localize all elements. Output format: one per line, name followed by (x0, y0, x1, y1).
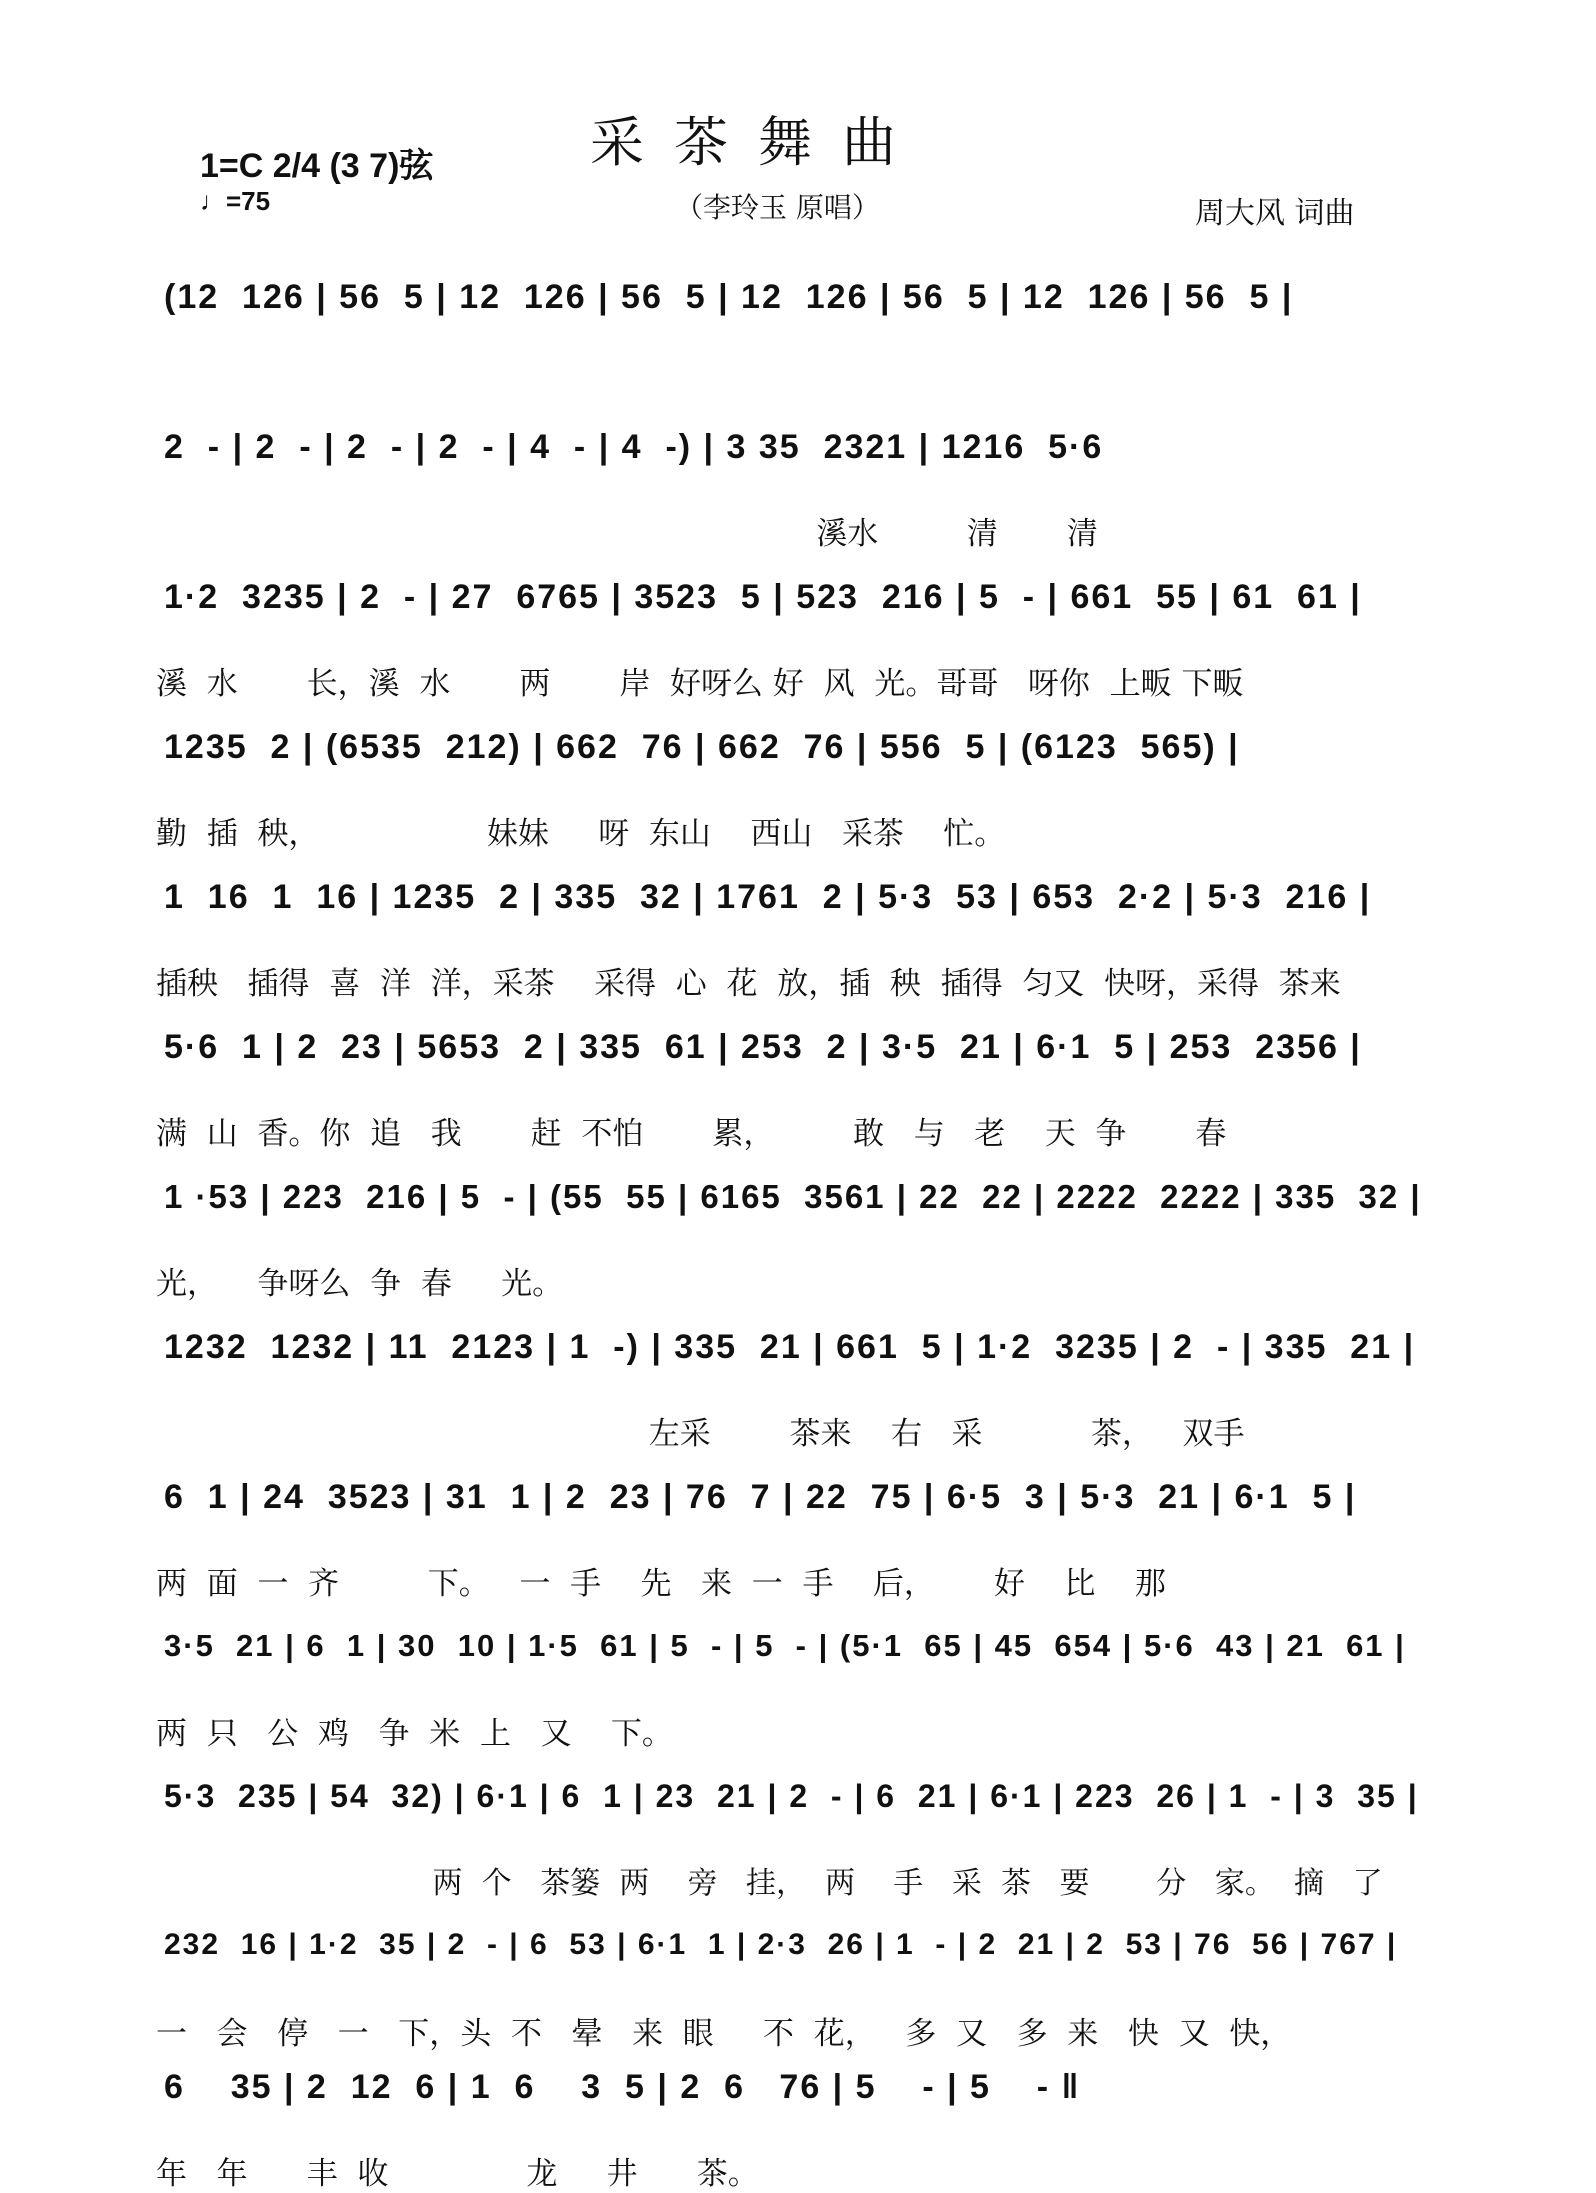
composer-credit: 周大风 词曲 (1195, 196, 1355, 231)
jianpu-notes: (12 126 | 56 5 | 12 126 | 56 5 | 12 126 | 56 5 | 12 126 | 56 5 | (164, 278, 1294, 316)
notation-line (152, 1020, 1422, 1100)
lyrics-line: 左采 茶来 右 采 茶， 双手 (156, 1416, 1245, 1452)
jianpu-notes: 3·5 21 | 6 1 | 30 10 | 1·5 61 | 5 - | 5 - | (5·1 65 | 45 654 | 5·6 43 | 21 61 | (164, 1628, 1406, 1663)
jianpu-notes: 1 ·53 | 223 216 | 5 - | (55 55 | 6165 3561 | 22 22 | 2222 2222 | 335 32 | (164, 1178, 1422, 1215)
lyrics-line: 光， 争呀么 争 春 光。 (156, 1266, 564, 1302)
notation-line (152, 1320, 1422, 1400)
lyrics-line: 两 个 茶篓 两 旁 挂， 两 手 采 茶 要 分 家。 摘 了 (156, 1866, 1383, 1901)
jianpu-notes: 6 1 | 24 3523 | 31 1 | 2 23 | 76 7 | 22 75 | 6·5 3 | 5·3 21 | 6·1 5 | (164, 1478, 1357, 1516)
lyrics-line: 两 只 公 鸡 争 米 上 又 下。 (156, 1716, 673, 1752)
notation-line (152, 270, 1422, 350)
key-signature: 1=C 2/4 (3 7)弦 (200, 147, 434, 185)
notation-line (152, 2060, 1422, 2140)
song-title: 采茶舞曲 (590, 111, 926, 174)
notation-line (152, 1770, 1422, 1850)
jianpu-notes: 1 16 1 16 | 1235 2 | 335 32 | 1761 2 | 5·3 53 | 653 2·2 | 5·3 216 | (164, 878, 1372, 916)
jianpu-notes: 6 35 | 2 12 6 | 1 6 3 5 | 2 6 76 | 5 - | 5 - ‖ (164, 2068, 1081, 2106)
notation-line (152, 1470, 1422, 1550)
notation-line (152, 570, 1422, 650)
jianpu-notes: 1·2 3235 | 2 - | 27 6765 | 3523 5 | 523 216 | 5 - | 661 55 | 61 61 | (164, 578, 1362, 616)
tempo-marking: ♩=75 (200, 186, 271, 216)
lyrics-line: 满 山 香。你 追 我 赶 不怕 累， 敢 与 老 天 争 春 (156, 1116, 1227, 1152)
lyrics-line: 溪水 清 清 (156, 516, 1098, 552)
notation-line (152, 1620, 1422, 1700)
lyrics-line: 勤 插 秧， 妹妹 呀 东山 西山 采茶 忙。 (156, 816, 1006, 852)
notation-line (152, 720, 1422, 800)
jianpu-notes: 1232 1232 | 11 2123 | 1 -) | 335 21 | 661 5 | 1·2 3235 | 2 - | 335 21 | (164, 1328, 1416, 1366)
notation-line (152, 420, 1422, 500)
lyrics-line: 年 年 丰 收 龙 井 茶。 (156, 2156, 759, 2192)
jianpu-notes: 2 - | 2 - | 2 - | 2 - | 4 - | 4 -) | 3 35 2321 | 1216 5·6 (164, 428, 1104, 466)
original-singer: （李玲玉 原唱） (675, 191, 880, 224)
jianpu-notes: 5·6 1 | 2 23 | 5653 2 | 335 61 | 253 2 | 3·5 21 | 6·1 5 | 253 2356 | (164, 1028, 1362, 1066)
jianpu-notes: 232 16 | 1·2 35 | 2 - | 6 53 | 6·1 1 | 2·3 26 | 1 - | 2 21 | 2 53 | 76 56 | 767 | (164, 1928, 1398, 1961)
notation-line (152, 1170, 1422, 1250)
jianpu-notes: 5·3 235 | 54 32) | 6·1 | 6 1 | 23 21 | 2 - | 6 21 | 6·1 | 223 26 | 1 - | 3 35 | (164, 1778, 1419, 1814)
lyrics-line: 一 会 停 一 下，头 不 晕 来 眼 不 花， 多 又 多 来 快 又 快， (156, 2016, 1292, 2052)
notation-line (152, 1920, 1422, 2000)
lyrics-line: 插秧 插得 喜 洋 洋，采茶 采得 心 花 放，插 秧 插得 匀又 快呀，采得 茶来 (156, 966, 1341, 1002)
notation-line (152, 870, 1422, 950)
lyrics-line: 两 面 一 齐 下。 一 手 先 来 一 手 后， 好 比 那 (156, 1566, 1166, 1602)
jianpu-notes: 1235 2 | (6535 212) | 662 76 | 662 76 | 556 5 | (6123 565) | (164, 728, 1240, 766)
lyrics-line: 溪 水 长，溪 水 两 岸 好呀么 好 风 光。哥哥 呀你 上畈 下畈 (156, 666, 1244, 702)
